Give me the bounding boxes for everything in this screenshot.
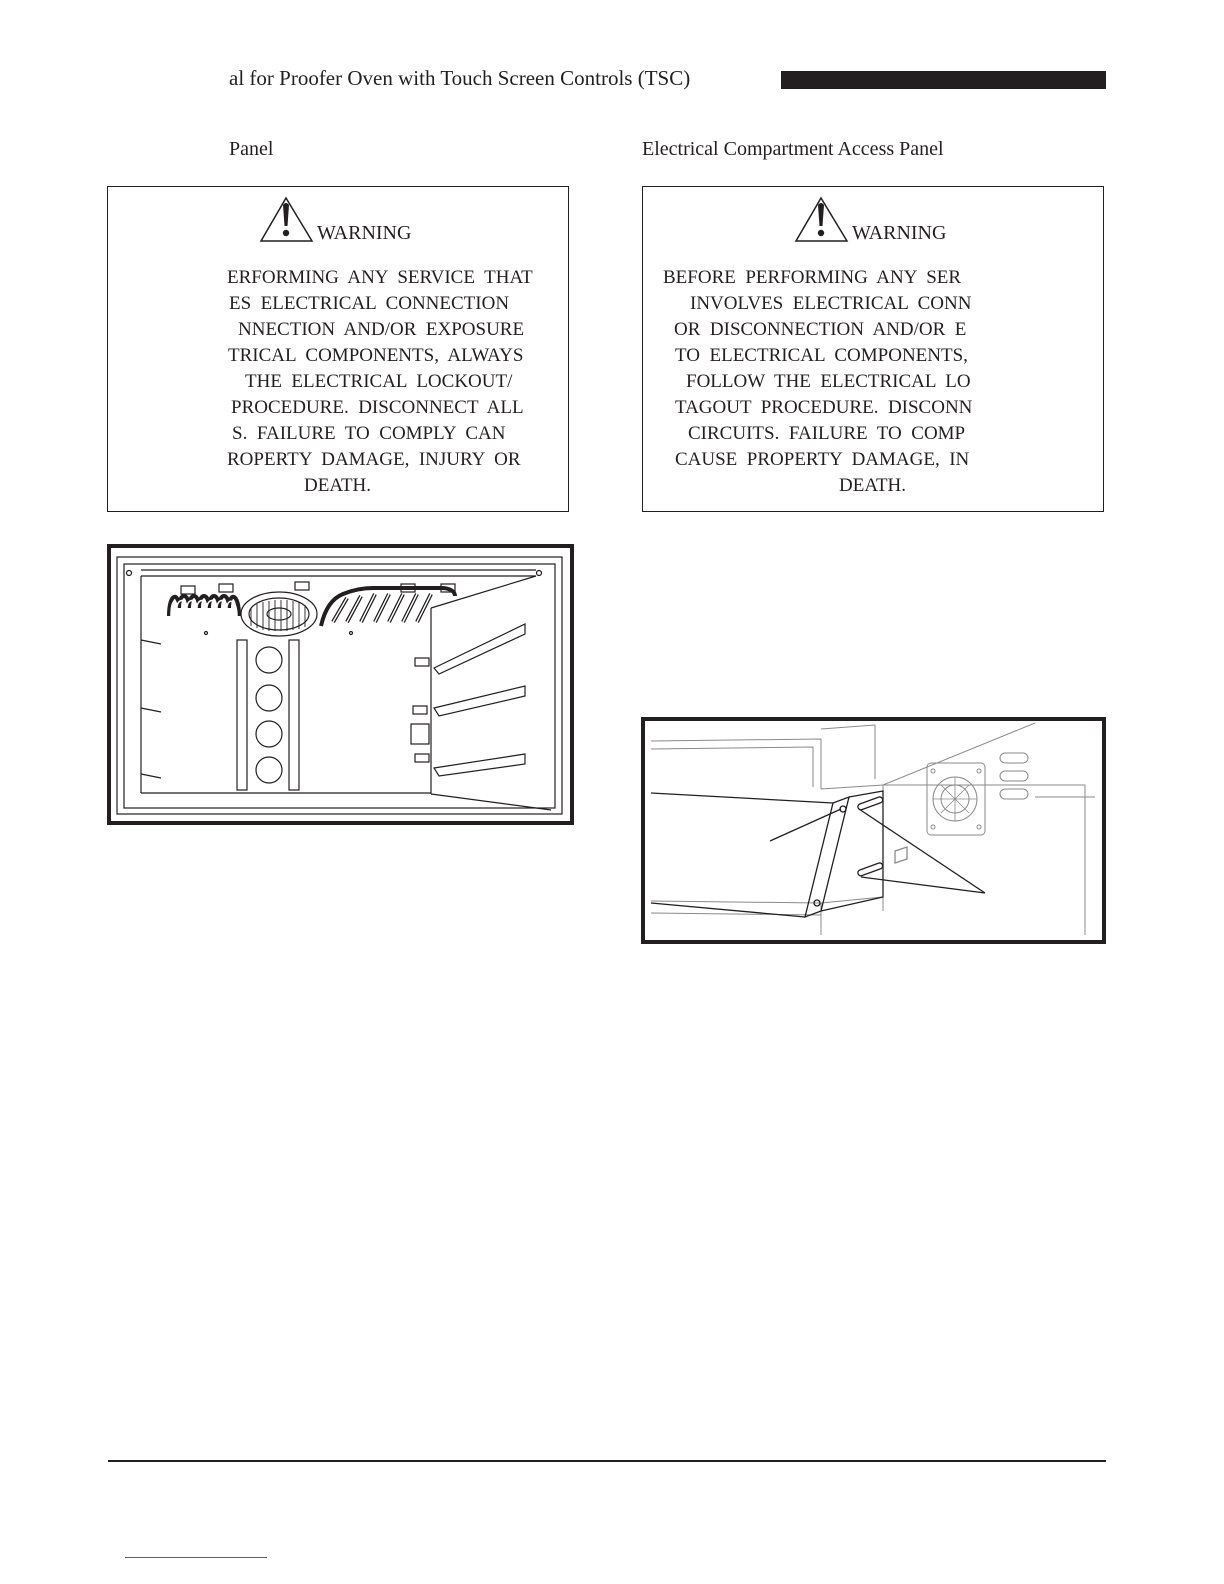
warning-label: WARNING [852, 222, 947, 244]
header-bar [781, 71, 1106, 89]
warning-line: ROPERTY DAMAGE, INJURY OR [227, 449, 521, 470]
warning-line: S. FAILURE TO COMPLY CAN [232, 423, 506, 444]
warning-line: CIRCUITS. FAILURE TO COMP [688, 423, 966, 444]
warning-line: THE ELECTRICAL LOCKOUT/ [245, 371, 513, 392]
access-panel-figure [641, 717, 1106, 944]
warning-line: ERFORMING ANY SERVICE THAT [227, 267, 533, 288]
warning-line: DEATH. [304, 475, 372, 496]
oven-interior-illustration [111, 548, 570, 821]
warning-line: OR DISCONNECTION AND/OR E [674, 319, 967, 340]
warning-line: CAUSE PROPERTY DAMAGE, IN [675, 449, 970, 470]
warning-line: BEFORE PERFORMING ANY SER [663, 267, 962, 288]
running-header-title: al for Proofer Oven with Touch Screen Controls (TSC) [229, 66, 691, 90]
warning-line: ES ELECTRICAL CONNECTION [229, 293, 510, 314]
right-warning-box [642, 186, 1104, 512]
warning-line: TRICAL COMPONENTS, ALWAYS [228, 345, 524, 366]
warning-label: WARNING [317, 222, 412, 244]
warning-line: PROCEDURE. DISCONNECT ALL [231, 397, 524, 418]
left-warning-box [107, 186, 569, 512]
warning-triangle-icon [259, 195, 315, 245]
footer-link-underline[interactable] [125, 1557, 267, 1558]
access-panel-illustration [645, 721, 1102, 940]
right-warning-header [794, 193, 946, 245]
warning-line: NNECTION AND/OR EXPOSURE [238, 319, 525, 340]
warning-line: DEATH. [839, 475, 907, 496]
footer-rule [108, 1460, 1106, 1462]
warning-triangle-icon [794, 195, 850, 245]
left-warning-header [259, 193, 411, 245]
oven-interior-figure [107, 544, 574, 825]
warning-line: TO ELECTRICAL COMPONENTS, [675, 345, 968, 366]
warning-line: TAGOUT PROCEDURE. DISCONN [675, 397, 973, 418]
right-section-title: Electrical Compartment Access Panel [642, 138, 944, 160]
left-section-title: Panel [229, 138, 274, 160]
warning-line: FOLLOW THE ELECTRICAL LO [686, 371, 971, 392]
warning-line: INVOLVES ELECTRICAL CONN [690, 293, 972, 314]
